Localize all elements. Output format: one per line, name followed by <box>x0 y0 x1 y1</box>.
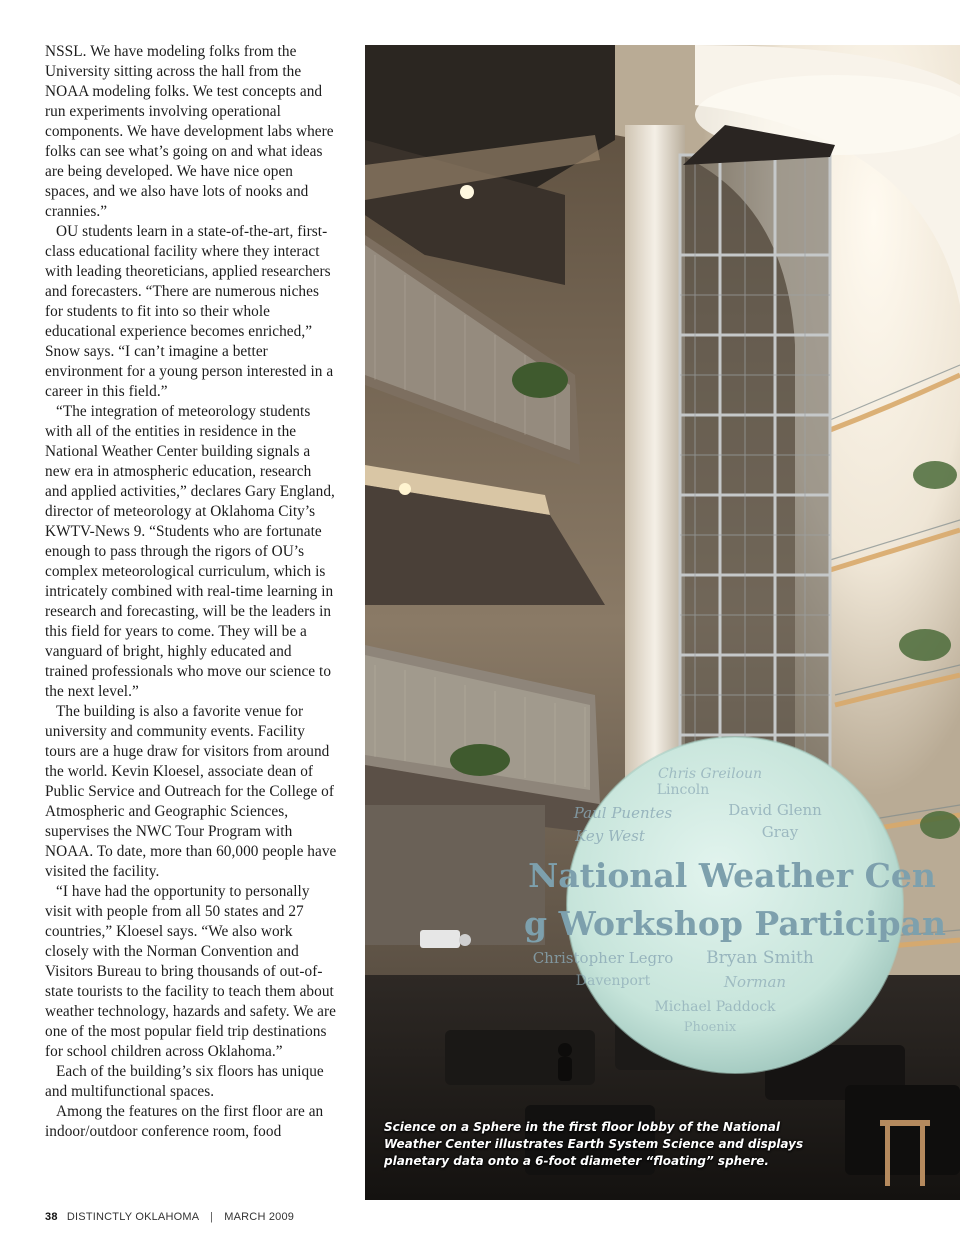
paragraph-7: Among the features on the first floor are an indoor/outdoor conference room, food <box>45 1103 324 1140</box>
sphere-name-11: Phoenix <box>683 1020 737 1035</box>
paragraph-3: “The integration of meteorology students with all of the entities in residence in the National Weather Center building signals a new era in atmospheric education, research and applied activities,” declares Gary England, director of meteorology at Oklahoma City’s KWTV-News 9. “Students who are fortunate enough to pass through the rigors of OU’s complex meteorological curriculum, which is intricately combined with real-time learning in research and forecasting, will be the leaders in this field for years to come. They will be a vanguard of bright, highly educated and trained professionals who move our science to the next level.” <box>45 403 335 700</box>
sphere-name-10: Michael Paddock <box>654 999 776 1015</box>
sphere-name-6: Christopher Legro <box>532 949 674 967</box>
sphere-name-9: Norman <box>723 973 787 991</box>
photo-caption: Science on a Sphere in the first floor lobby of the National Weather Center illustrates Earth System Science and displays planetary data onto a 6-foot diameter “floating” sphere. <box>384 1120 804 1168</box>
article-body-column <box>45 42 337 1142</box>
paragraph-2: OU students learn in a state-of-the-art, first-class educational facility where they interact with leading theoreticians, applied researchers and forecasters. “There are numerous niches for students to fit into so their whole educational experience becomes enriched,” Snow says. “I can’t imagine a better environment for a young person interested in a career in this field.” <box>45 223 334 400</box>
sphere-name-5: Gray <box>761 823 799 841</box>
sphere-name-7: Davenport <box>575 973 651 989</box>
sphere-text-line-1: National Weather Cen <box>528 856 936 895</box>
sphere-name-8: Bryan Smith <box>706 948 814 968</box>
issue-date: MARCH 2009 <box>224 1211 295 1223</box>
page-footer <box>45 1211 294 1225</box>
paragraph-4: The building is also a favorite venue for university and community events. Facility tours are a huge draw for visitors from around the world. Kevin Kloesel, associate dean of Public Service and Outreach for the College of Atmospheric and Geographic Sciences, supervises the NWC Tour Program with NOAA. To date, more than 60,000 people have visited the facility. <box>45 703 337 880</box>
paragraph-6: Each of the building’s six floors has unique and multifunctional spaces. <box>45 1063 324 1100</box>
sphere-text-line-2: g Workshop Participan <box>524 904 946 943</box>
publication-name: DISTINCTLY OKLAHOMA <box>66 1211 199 1223</box>
page-number: 38 <box>45 1211 58 1223</box>
atrium-photo <box>365 45 960 1200</box>
sphere-name-1: Lincoln <box>656 782 710 798</box>
sphere-name-2: Paul Puentes <box>573 804 673 822</box>
sphere-name-3: Key West <box>575 827 645 845</box>
sphere-name-4: David Glenn <box>728 801 822 819</box>
sphere-name-0: Chris Greiloun <box>657 766 763 782</box>
paragraph-1: NSSL. We have modeling folks from the University sitting across the hall from the NOAA modeling folks. We test concepts and run experiments involving operational components. We have development labs where folks can see what’s going on and what ideas are being developed. We have nice open spaces, and we also have lots of nooks and crannies.” <box>45 43 334 220</box>
footer-separator: | <box>209 1211 213 1223</box>
atrium-illustration <box>365 45 960 1200</box>
paragraph-5: “I have had the opportunity to personally visit with people from all 50 states and 27 countries,” Kloesel says. “We also work closely with the Norman Convention and Visitors Bureau to bring thousands of out-of-state tourists to the facility to teach them about weather technology, hazards and safety. We are one of the most popular field trip destinations for school children across Oklahoma.” <box>45 883 337 1060</box>
